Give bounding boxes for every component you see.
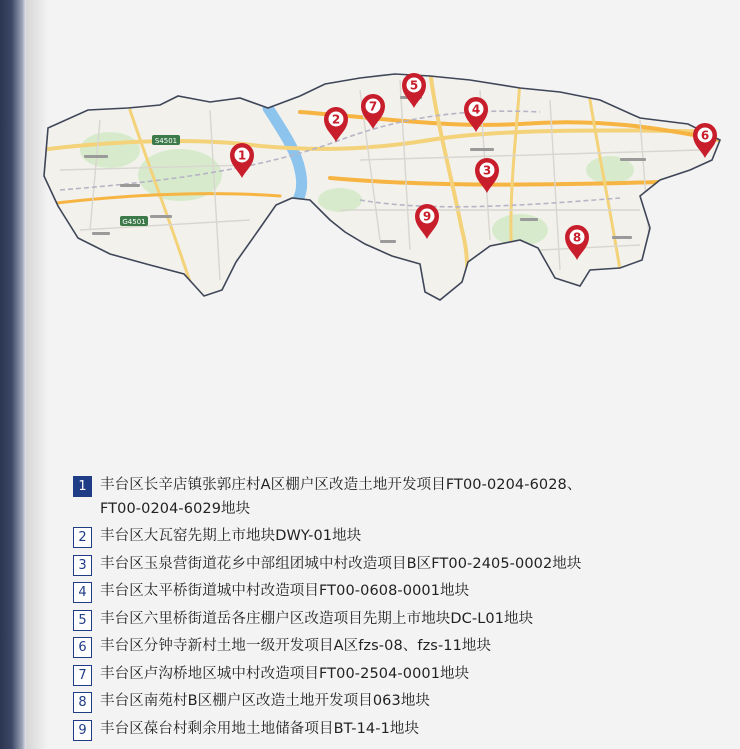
legend-item-1 [73,474,723,521]
legend-item-line: 丰台区长辛店镇张郭庄村A区棚户区改造土地开发项目FT00-0204-6028、 [100,477,582,493]
legend-item-text [100,663,715,687]
legend-item-9 [73,718,723,742]
legend-number-badge: 8 [73,692,92,713]
road-shield-s4501 [152,135,180,145]
legend-number-badge: 1 [73,476,92,497]
pin-number-label: 7 [368,99,378,114]
legend-item-line: 丰台区分钟寺新村土地一级开发项目A区fzs-08、fzs-11地块 [100,638,492,654]
legend-number-badge: 3 [73,555,92,576]
legend-item-text [100,474,715,521]
legend-item-text [100,553,715,577]
pin-number-label: 2 [331,112,341,127]
pin-number-label: 6 [700,128,710,143]
legend-item-line: 丰台区大瓦窑先期上市地块DWY-01地块 [100,528,362,544]
legend-item-line: 丰台区卢沟桥地区城中村改造项目FT00-2504-0001地块 [100,665,470,682]
legend-item-6 [73,635,723,659]
legend-item-8 [73,690,723,714]
pin-number-label: 3 [482,163,492,178]
legend-item-text [100,608,715,632]
road-shield-g4501 [120,216,148,226]
pin-number-label: 8 [572,230,582,245]
legend-item-text [100,580,715,604]
legend-item-2 [73,525,723,549]
svg-text:G4501: G4501 [122,218,146,226]
legend-item-line: 丰台区葆台村剩余用地土地储备项目BT-14-1地块 [100,720,420,737]
legend-item-line: 丰台区六里桥街道岳各庄棚户区改造项目先期上市地块DC-L01地块 [100,610,534,627]
svg-text:S4501: S4501 [154,137,178,145]
legend-item-text [100,525,715,549]
legend-item-line: 丰台区玉泉营街道花乡中部组团城中村改造项目B区FT00-2405-0002地块 [100,555,582,572]
legend-number-badge: 2 [73,527,92,548]
legend-item-line: 丰台区太平桥街道城中村改造项目FT00-0608-0001地块 [100,583,470,599]
legend-item-7 [73,663,723,687]
project-legend [73,474,723,745]
legend-item-line: FT00-0204-6029地块 [100,500,251,517]
pin-number-label: 9 [422,209,432,224]
legend-number-badge: 9 [73,720,92,741]
legend-item-text [100,690,715,714]
pin-number-label: 1 [237,148,247,163]
legend-item-3 [73,553,723,577]
legend-number-badge: 5 [73,610,92,631]
pin-number-label: 5 [409,78,419,93]
legend-item-text [100,635,715,659]
legend-item-text [100,718,715,742]
legend-item-4 [73,580,723,604]
legend-number-badge: 4 [73,582,92,603]
legend-item-line: 丰台区南苑村B区棚户区改造土地开发项目063地块 [100,693,431,709]
district-map [0,0,740,320]
legend-number-badge: 7 [73,665,92,686]
pin-number-label: 4 [471,102,481,117]
legend-number-badge: 6 [73,637,92,658]
legend-item-5 [73,608,723,632]
